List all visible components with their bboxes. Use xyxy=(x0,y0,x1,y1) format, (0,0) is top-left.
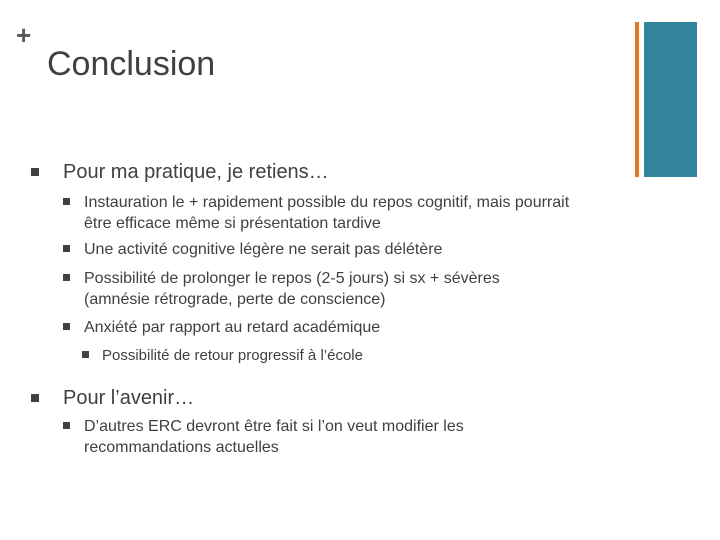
square-bullet-icon xyxy=(82,351,89,358)
section-heading: Pour l’avenir… xyxy=(63,387,195,409)
list-item-line: Anxiété par rapport au retard académique xyxy=(84,319,381,336)
slide-title: Conclusion xyxy=(47,45,216,83)
square-bullet-icon xyxy=(63,245,70,252)
list-item-line: Une activité cognitive légère ne serait pas délétère xyxy=(84,241,443,258)
square-bullet-icon xyxy=(63,274,70,281)
square-bullet-icon xyxy=(31,168,39,176)
plus-mark: + xyxy=(16,20,32,50)
square-bullet-icon xyxy=(31,394,39,402)
sub-list-item-line: Possibilité de retour progressif à l’école xyxy=(102,347,363,364)
list-item-line: D’autres ERC devront être fait si l’on veut modifier les xyxy=(84,418,464,435)
list-item-line: Possibilité de prolonger le repos (2-5 jours) si sx + sévères xyxy=(84,270,500,287)
square-bullet-icon xyxy=(63,422,70,429)
list-item-line: être efficace même si présentation tardive xyxy=(84,215,381,232)
list-item-line: (amnésie rétrograde, perte de conscience) xyxy=(84,291,386,308)
list-item-line: recommandations actuelles xyxy=(84,439,279,456)
square-bullet-icon xyxy=(63,198,70,205)
list-item-line: Instauration le + rapidement possible du repos cognitif, mais pourrait xyxy=(84,194,570,211)
section-heading: Pour ma pratique, je retiens… xyxy=(63,161,329,183)
square-bullet-icon xyxy=(63,323,70,330)
